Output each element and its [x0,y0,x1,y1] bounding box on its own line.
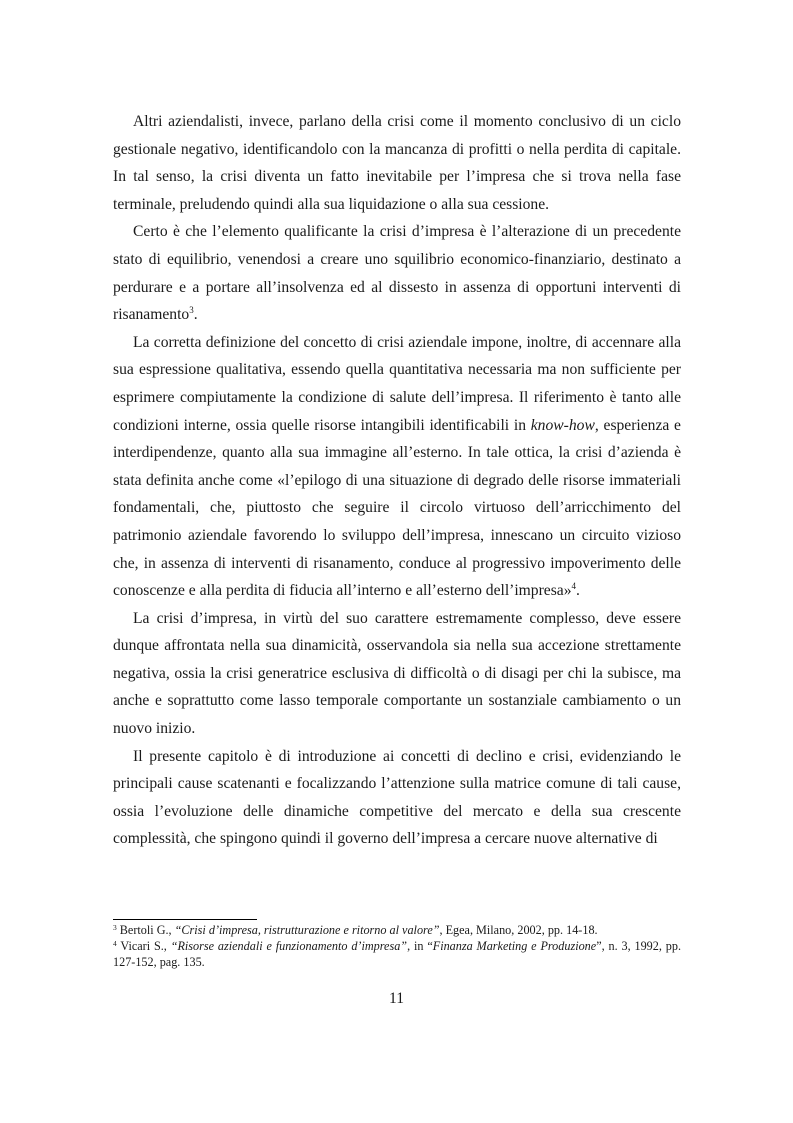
paragraph-text: La crisi d’impresa, in virtù del suo carattere estremamente complesso, deve essere dunque affrontata nella sua dinamicità, osservandola sia nella sua accezione strettamente negativa, ossia la crisi generatrice esclusiva di difficoltà o di disagi per chi la subisce, ma anche e soprattutto come lasso temporale comportante un sostanziale cambiamento o un nuovo inizio. [113,609,681,738]
paragraph-text: . [193,306,198,324]
page-number: 11 [388,990,404,1007]
paragraph [113,218,681,328]
footnotes [113,922,681,971]
footnote-text: Bertoli G., [116,923,175,937]
paragraph-text: Il presente capitolo è di introduzione ai concetti di declino e crisi, evidenziando le principali cause scatenanti e focalizzando l’attenzione sulla matrice comune di tali cause, ossia l’evoluzione delle dinamiche competitive del mercato e della sua crescente complessità, che spingono quindi il governo dell’impresa a cercare nuove alternative di [113,747,681,848]
paragraph [113,108,681,218]
footnote-italic-text: Finanza Marketing e Produzione [432,939,597,954]
footnote-text: Vicari S., [116,939,171,954]
footnote-italic-text: “Crisi d’impresa, ristrutturazione e ritorno al valore” [174,923,440,937]
paragraph-text: La corretta definizione del concetto di crisi aziendale impone, inoltre, di accennare alla sua espressione qualitativa, essendo quella quantitativa necessaria ma non sufficiente per esprimere compiutamente la condizione di salute dell’impresa. Il riferimento è tanto alle condizioni interne, ossia quelle risorse intangibili identificabili in [113,333,681,434]
paragraph [113,605,681,743]
footnote [113,938,681,970]
footnote-text: ”, n. 3, 1992, pp. 127-152, pag. 135. [113,939,682,970]
paragraph [113,329,681,605]
footnote-separator [113,919,257,920]
footnote-text: , in “ [407,939,433,954]
body-text [113,108,681,853]
paragraph-text: , esperienza e interdipendenze, quanto alla sua immagine all’esterno. In tale ottica, la crisi d’azienda è stata definita anche come «l’epilogo di una situazione di degrado delle risorse immateriali fondamentali, che, piuttosto che seguire il circolo virtuoso dell’arricchimento del patrimonio aziendale favorendo lo sviluppo dell’impresa, innescano un circuito vizioso che, in assenza di interventi di risanamento, conduce al progressivo impoverimento delle conoscenze e alla perdita di fiducia all’interno e all’esterno dell’impresa» [113,416,681,600]
footnote [113,922,681,938]
paragraph-text: Altri aziendalisti, invece, parlano della crisi come il momento conclusivo di un ciclo gestionale negativo, identificandolo con la mancanza di profitti o nella perdita di capitale. In tal senso, la crisi diventa un fatto inevitabile per l’impresa che si trova nella fase terminale, preludendo quindi alla sua liquidazione o alla sua cessione. [113,113,681,213]
footnote-number: 4 [113,939,117,949]
paragraph-italic-text: know-how [530,416,595,434]
footnote-italic-text: “Risorse aziendali e funzionamento d’impresa” [170,939,408,954]
footnote-ref[interactable]: 3 [189,305,194,316]
paragraph-text: Certo è che l’elemento qualificante la crisi d’impresa è l’alterazione di un precedente stato di equilibrio, venendosi a creare uno squilibrio economico-finanziario, destinato a perdurare e a portare all’insolvenza ed al dissesto in assenza di opportuni interventi di risanamento [113,223,681,324]
footnote-number: 3 [113,923,117,932]
footnote-ref[interactable]: 4 [571,581,577,592]
paragraph [113,743,681,853]
footnote-text: , Egea, Milano, 2002, pp. 14-18. [439,923,598,937]
paragraph-text: . [576,582,580,600]
